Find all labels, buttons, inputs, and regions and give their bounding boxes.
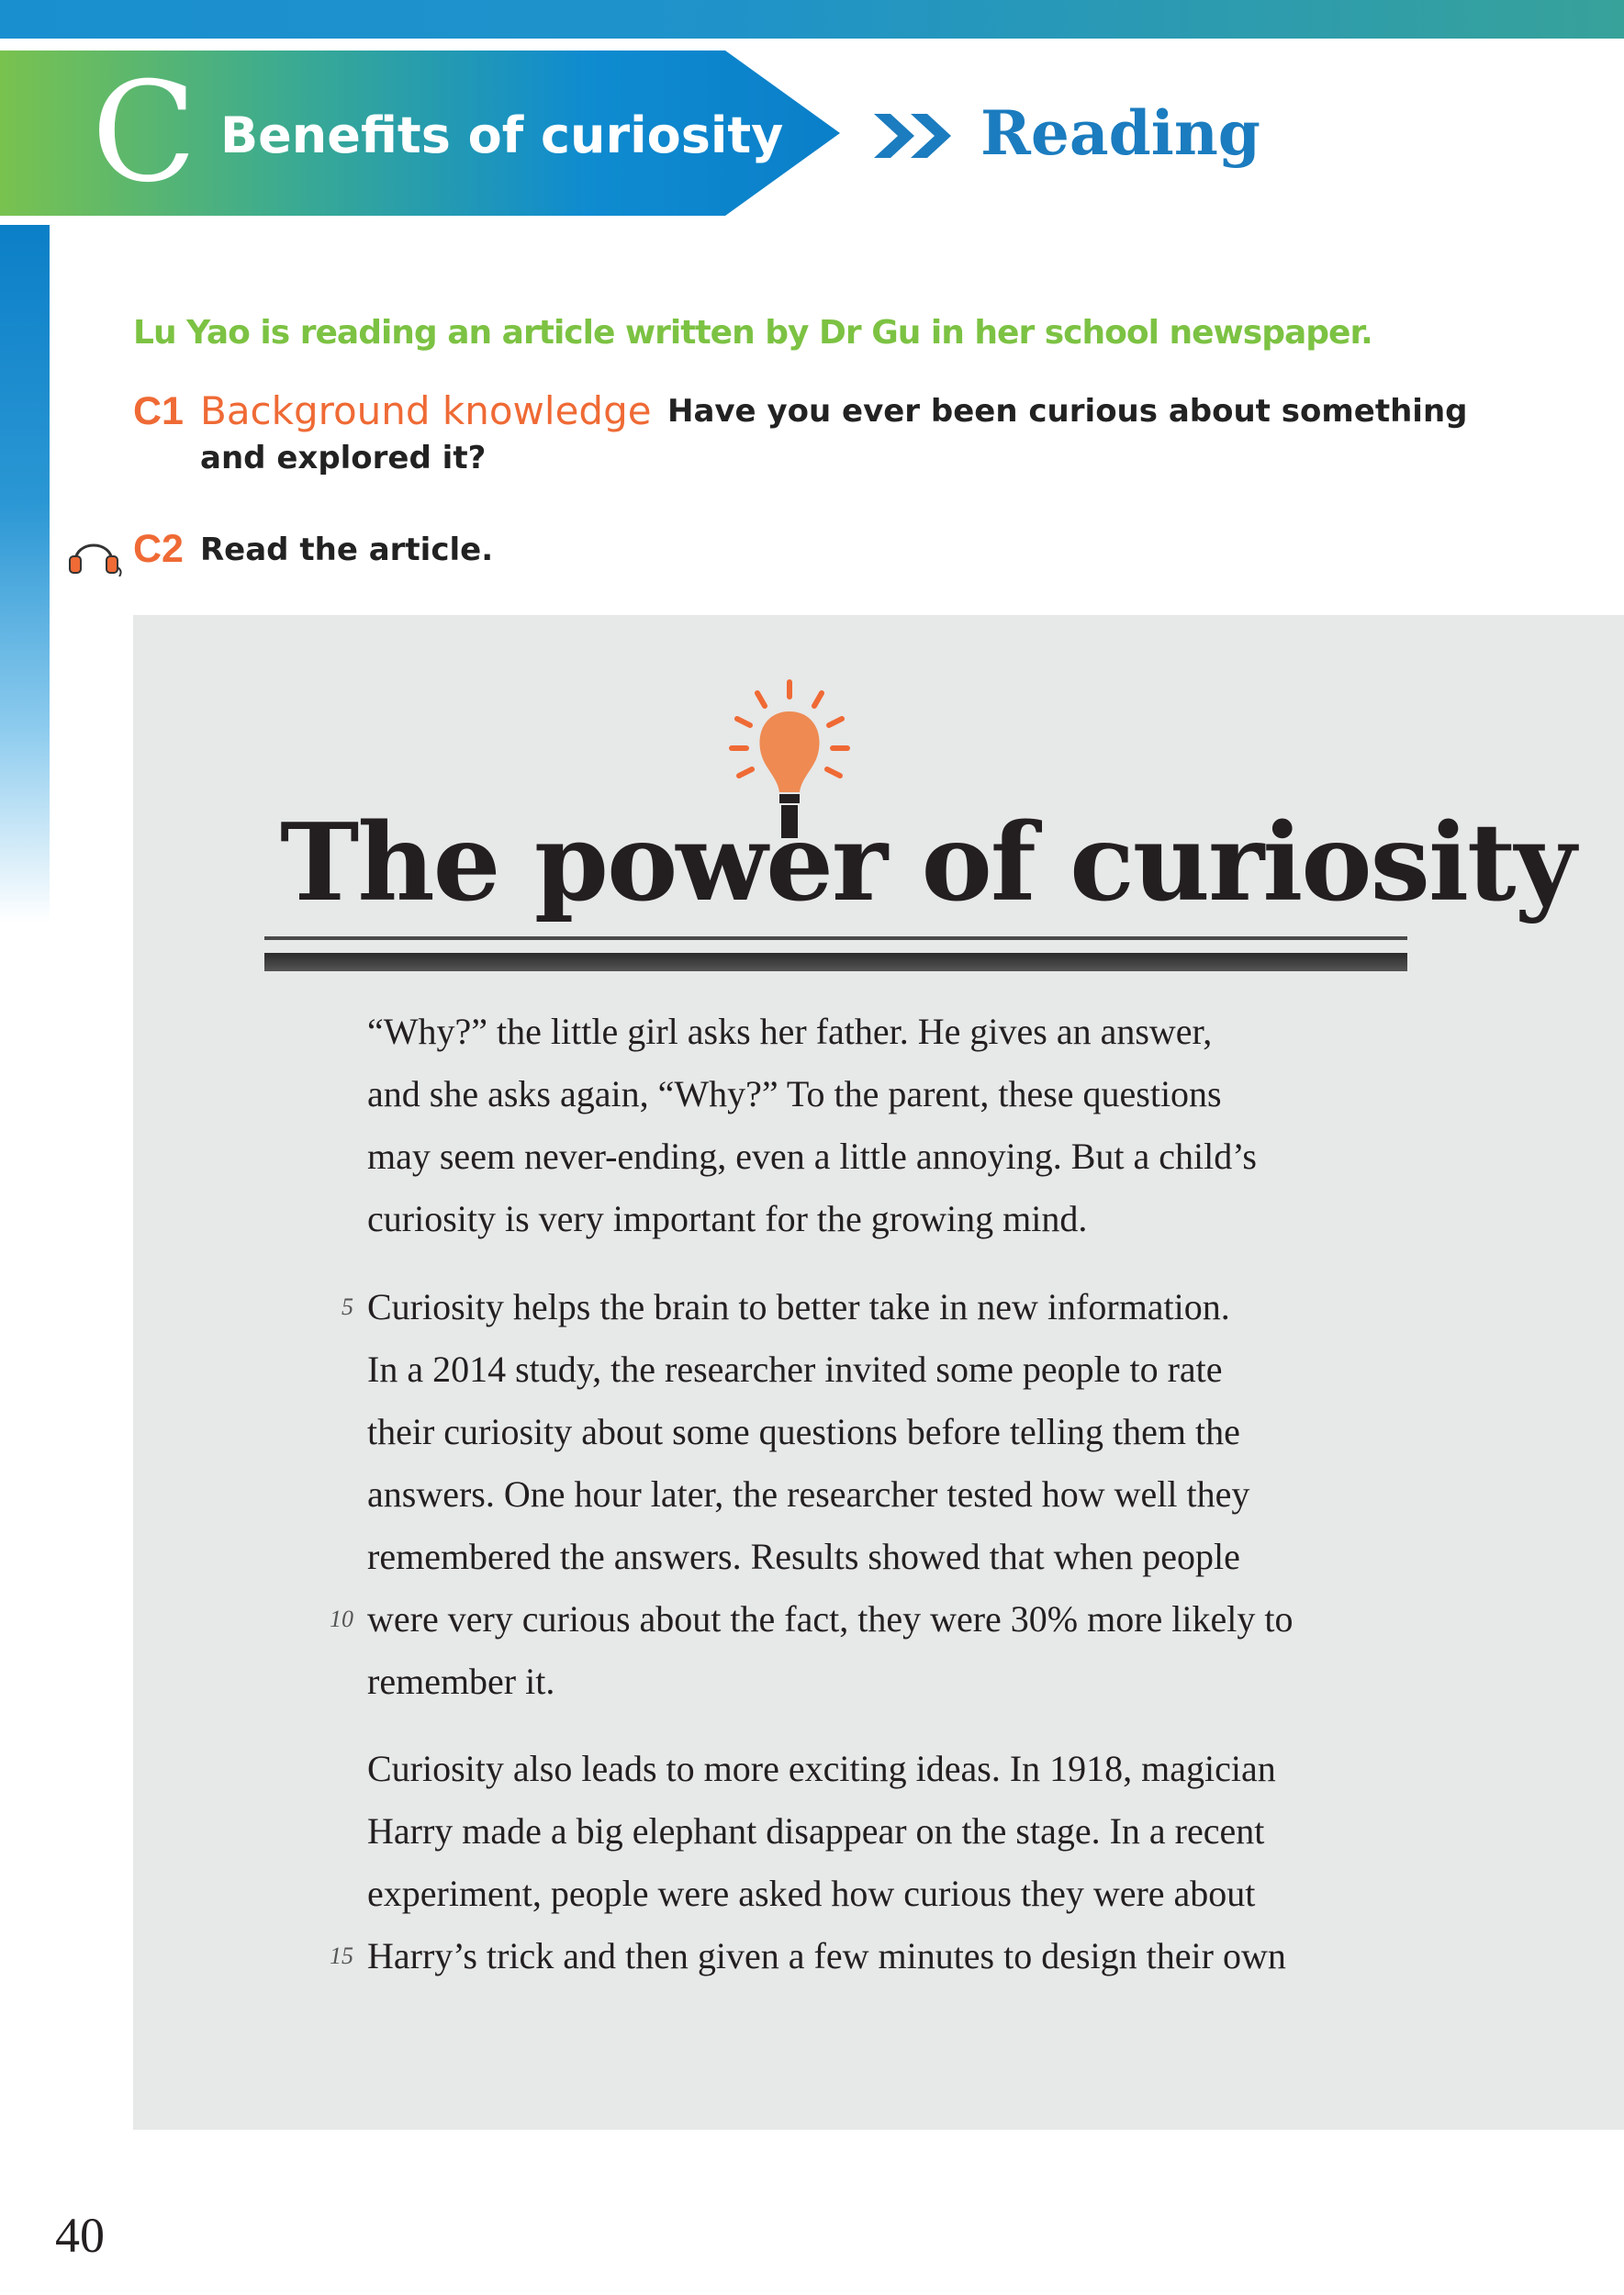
article-line: and she asks again, “Why?” To the parent, these questions <box>367 1073 1222 1114</box>
article-line: Curiosity also leads to more exciting ideas. In 1918, magician <box>367 1748 1276 1789</box>
article-line: remembered the answers. Results showed that when people <box>367 1536 1240 1577</box>
page-number: 40 <box>55 2208 105 2263</box>
article-line: experiment, people were asked how curious they were about <box>367 1873 1256 1914</box>
article-line: may seem never-ending, even a little annoying. But a child’s <box>367 1136 1257 1177</box>
intro-text: Lu Yao is reading an article written by Dr Gu in her school newspaper. <box>133 314 1372 352</box>
line-number: 5 <box>342 1293 353 1320</box>
article-line: Harry’s trick and then given a few minutes to design their own <box>367 1935 1286 1976</box>
article-paragraph-1 <box>367 1001 1469 1250</box>
section-title: Benefits of curiosity <box>220 106 784 164</box>
task-c1-text-line2: and explored it? <box>200 440 487 476</box>
article-title: The power of curiosity <box>280 800 1575 925</box>
headphones-icon[interactable] <box>66 531 127 577</box>
article-line: their curiosity about some questions before telling them the <box>367 1411 1240 1452</box>
title-underline-thick <box>264 953 1407 971</box>
line-number: 10 <box>330 1606 353 1632</box>
task-c2-number: C2 <box>133 527 184 571</box>
double-chevron-icon <box>874 108 958 163</box>
skill-label: Reading <box>980 97 1260 169</box>
article-paragraph-3 <box>367 1738 1469 1987</box>
article-line: were very curious about the fact, they were 30% more likely to <box>367 1598 1294 1640</box>
section-letter: C <box>91 53 197 213</box>
task-c1-text-line1: Have you ever been curious about something <box>667 393 1468 430</box>
line-number: 15 <box>330 1942 353 1969</box>
article-line: Harry made a big elephant disappear on the stage. In a recent <box>367 1810 1265 1852</box>
task-c1-number: C1 <box>133 389 184 433</box>
article-line: “Why?” the little girl asks her father. He gives an answer, <box>367 1011 1213 1052</box>
article-paragraph-2 <box>367 1276 1469 1713</box>
article-line: answers. One hour later, the researcher tested how well they <box>367 1473 1250 1515</box>
article-line: curiosity is very important for the growing mind. <box>367 1198 1088 1239</box>
article-line: In a 2014 study, the researcher invited some people to rate <box>367 1349 1223 1390</box>
left-color-strip <box>0 225 50 923</box>
title-underline-thin <box>264 936 1407 940</box>
article-line: remember it. <box>367 1661 555 1702</box>
task-c1-heading: Background knowledge <box>200 388 652 433</box>
task-c2-text: Read the article. <box>200 532 494 568</box>
article-line: Curiosity helps the brain to better take in new information. <box>367 1286 1230 1327</box>
top-color-strip <box>0 0 1624 39</box>
